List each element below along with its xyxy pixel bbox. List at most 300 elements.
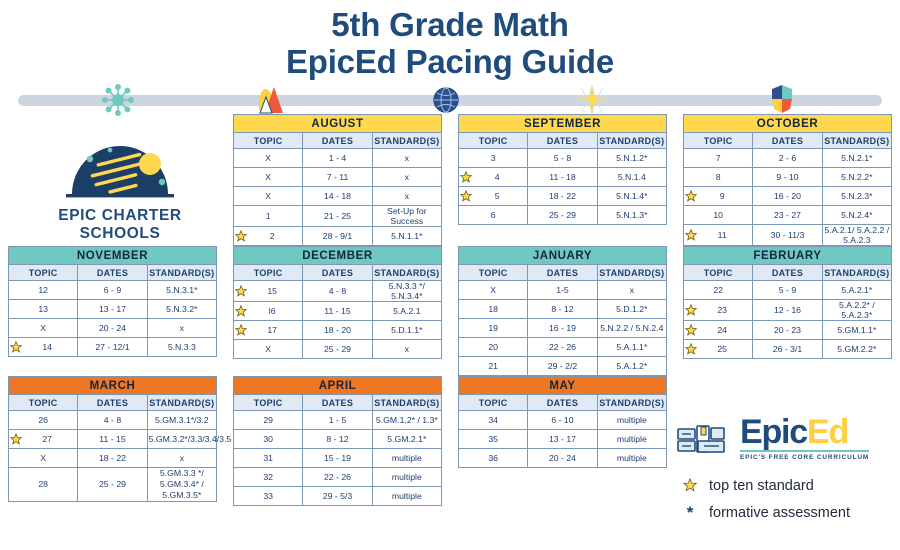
cell-topic (234, 302, 303, 321)
cell-topic (684, 187, 753, 206)
table-row (9, 300, 217, 319)
cell-topic (234, 411, 303, 430)
table-row (234, 149, 442, 168)
month-header-september: SEPTEMBER (459, 115, 667, 133)
table-row (459, 338, 667, 357)
cell-standards: x (372, 340, 441, 359)
month-header-december: DECEMBER (234, 247, 442, 265)
cell-topic (459, 319, 528, 338)
cell-dates: 16 - 20 (753, 187, 822, 206)
star-icon (682, 478, 698, 494)
cell-standards: 5.N.3.3 (147, 338, 216, 357)
cell-standards: multiple (597, 430, 666, 449)
topic-number: 31 (263, 453, 273, 463)
cell-dates: 11 - 15 (303, 302, 372, 321)
table-row (459, 149, 667, 168)
topic-number: X (490, 285, 497, 295)
month-slot-march (0, 376, 232, 506)
top-ten-star-icon (460, 190, 472, 202)
column-header-standards: STANDARD(S) (822, 133, 891, 149)
month-table-december (233, 246, 442, 359)
column-header-topic: TOPIC (684, 133, 753, 149)
cell-topic (234, 281, 303, 302)
cell-topic (459, 168, 528, 187)
topic-number: 4 (494, 172, 500, 182)
table-row (9, 411, 217, 430)
cell-dates: 20 - 24 (528, 449, 597, 468)
topic-number: 3 (490, 153, 496, 163)
cell-topic (234, 430, 303, 449)
epiced-logo (676, 413, 896, 461)
cell-dates: 21 - 25 (303, 206, 372, 227)
cell-topic (684, 321, 753, 340)
cell-topic (234, 149, 303, 168)
cell-standards: 5.A.2.2* / 5.A.2.3* (822, 300, 891, 321)
cell-standards: 5.N.1.3* (597, 206, 666, 225)
table-row (9, 430, 217, 449)
topic-number: 17 (267, 325, 277, 335)
column-header-topic: TOPIC (234, 133, 303, 149)
top-ten-star-icon (685, 229, 697, 241)
cell-standards: multiple (372, 468, 441, 487)
legend (676, 472, 896, 526)
table-row (234, 168, 442, 187)
top-ten-star-icon (685, 324, 697, 336)
cell-dates: 6 - 9 (78, 281, 147, 300)
topic-number: 6 (490, 210, 496, 220)
table-row (234, 321, 442, 340)
cell-topic (459, 430, 528, 449)
topic-number: 34 (488, 415, 498, 425)
atom-icon (96, 83, 140, 117)
column-header-standards: STANDARD(S) (372, 133, 441, 149)
column-header-topic: TOPIC (9, 265, 78, 281)
topic-number: X (265, 153, 272, 163)
cell-standards: 5.D.1.1* (372, 321, 441, 340)
table-row (234, 302, 442, 321)
art-tools-icon (250, 83, 294, 117)
cell-standards: x (372, 168, 441, 187)
cell-standards: 5.GM.1.1* (822, 321, 891, 340)
cell-dates: 6 - 10 (528, 411, 597, 430)
cell-topic (684, 225, 753, 246)
top-ten-star-icon (685, 190, 697, 202)
month-table-february (683, 246, 892, 359)
cell-dates: 11 - 15 (78, 430, 147, 449)
month-table-may (458, 376, 667, 468)
cell-dates: 9 - 10 (753, 168, 822, 187)
cell-dates: 11 - 18 (528, 168, 597, 187)
table-row (234, 187, 442, 206)
month-table-april (233, 376, 442, 506)
table-row (684, 168, 892, 187)
cell-standards: x (372, 149, 441, 168)
cell-dates: 18 - 20 (303, 321, 372, 340)
cell-dates: 18 - 22 (528, 187, 597, 206)
table-row (684, 206, 892, 225)
title-line-1: 5th Grade Math (331, 6, 569, 43)
month-slot-november (0, 246, 225, 376)
topic-number: 26 (38, 415, 48, 425)
cell-topic (684, 300, 753, 321)
month-table-september (458, 114, 667, 225)
cell-dates: 15 - 19 (303, 449, 372, 468)
column-header-standards: STANDARD(S) (372, 265, 441, 281)
legend-item-top-ten (676, 472, 896, 499)
table-row (459, 319, 667, 338)
table-row (9, 449, 217, 468)
month-slot-september (450, 114, 675, 246)
month-table-march (8, 376, 232, 502)
table-row (234, 430, 442, 449)
epiced-branding (676, 413, 896, 526)
table-row (684, 300, 892, 321)
cube-icon (760, 83, 804, 117)
epic-charter-schools-name: EPIC CHARTER SCHOOLS (58, 207, 182, 242)
top-ten-star-icon (235, 230, 247, 242)
table-row (459, 411, 667, 430)
topic-number: 33 (263, 491, 273, 501)
topic-number: 23 (717, 305, 727, 315)
column-header-standards: STANDARD(S) (147, 395, 216, 411)
topic-number: 11 (717, 230, 727, 240)
topic-number: 21 (488, 361, 498, 371)
cell-topic (234, 321, 303, 340)
column-header-dates: DATES (78, 265, 147, 281)
cell-topic (459, 411, 528, 430)
cell-topic (9, 411, 78, 430)
cell-dates: 22 - 26 (528, 338, 597, 357)
column-header-dates: DATES (528, 395, 597, 411)
epiced-tagline: EPIC'S FREE CORE CURRICULUM (740, 454, 870, 461)
cell-topic (9, 281, 78, 300)
cell-topic (234, 468, 303, 487)
legend-item-formative (676, 499, 896, 526)
table-row (684, 281, 892, 300)
table-row (459, 168, 667, 187)
cell-topic (459, 206, 528, 225)
page-title (0, 0, 900, 80)
topic-number: 15 (267, 286, 277, 296)
top-ten-star-icon (235, 305, 247, 317)
top-ten-star-icon (685, 343, 697, 355)
topic-number: X (40, 323, 47, 333)
cell-standards: multiple (372, 487, 441, 506)
table-row (234, 206, 442, 227)
cell-dates: 29 - 5/3 (303, 487, 372, 506)
cell-dates: 5 - 8 (528, 149, 597, 168)
month-table-august (233, 114, 442, 246)
table-row (459, 206, 667, 225)
topic-number: l6 (268, 306, 276, 316)
table-row (684, 321, 892, 340)
star-burst-icon (570, 83, 614, 117)
cell-standards: multiple (597, 411, 666, 430)
cell-dates: 25 - 29 (78, 468, 147, 502)
column-header-dates: DATES (78, 395, 147, 411)
table-row (684, 149, 892, 168)
table-row (234, 449, 442, 468)
legend-label-top-ten: top ten standard (709, 477, 814, 494)
cell-standards: 5.A.2.1* (822, 281, 891, 300)
topic-number: 18 (488, 304, 498, 314)
table-row (9, 319, 217, 338)
cell-topic (684, 149, 753, 168)
cell-topic (234, 227, 303, 246)
cell-dates: 30 - 11/3 (753, 225, 822, 246)
cell-topic (459, 281, 528, 300)
cell-standards: 5.D.1.2* (597, 300, 666, 319)
topic-number: X (40, 453, 47, 463)
topic-number: 22 (713, 285, 723, 295)
table-row (234, 487, 442, 506)
table-row (684, 225, 892, 246)
cell-topic (9, 430, 78, 449)
cell-topic (234, 449, 303, 468)
cell-topic (459, 357, 528, 376)
month-slot-december (225, 246, 450, 376)
topic-number: 30 (263, 434, 273, 444)
column-header-topic: TOPIC (459, 265, 528, 281)
cell-dates: 1-5 (528, 281, 597, 300)
cell-dates: 28 - 9/1 (303, 227, 372, 246)
cell-standards: 5.N.2.4* (822, 206, 891, 225)
cell-standards: 5.GM.3.3 */ 5.GM.3.4* / 5.GM.3.5* (147, 468, 216, 502)
cell-dates: 25 - 29 (528, 206, 597, 225)
cell-dates: 16 - 19 (528, 319, 597, 338)
topic-number: 25 (717, 344, 727, 354)
cell-standards: 5.GM.3.1*/3.2 (147, 411, 216, 430)
cell-dates: 13 - 17 (528, 430, 597, 449)
topic-number: 19 (488, 323, 498, 333)
top-ten-star-icon (685, 304, 697, 316)
cell-standards: 5.GM.1.2* / 1.3* (372, 411, 441, 430)
column-header-dates: DATES (303, 395, 372, 411)
table-row (459, 300, 667, 319)
column-header-standards: STANDARD(S) (822, 265, 891, 281)
cell-topic (459, 187, 528, 206)
decorative-timeline (0, 83, 900, 117)
column-header-dates: DATES (303, 133, 372, 149)
topic-number: 20 (488, 342, 498, 352)
cell-standards: 5.A.2.1/ 5.A.2.2 / 5.A.2.3 (822, 225, 891, 246)
cell-dates: 8 - 12 (303, 430, 372, 449)
month-table-october (683, 114, 892, 246)
epiced-epic-text: Epic (740, 413, 808, 451)
cell-dates: 4 - 8 (78, 411, 147, 430)
asterisk-icon: * (686, 502, 694, 522)
books-icon (676, 423, 736, 461)
cell-topic (459, 300, 528, 319)
top-ten-star-icon (235, 285, 247, 297)
topic-number: X (265, 344, 272, 354)
month-header-february: FEBRUARY (684, 247, 892, 265)
cell-standards: 5.GM.2.2* (822, 340, 891, 359)
cell-dates: 26 - 3/1 (753, 340, 822, 359)
cell-standards: 5.N.2.3* (822, 187, 891, 206)
month-header-may: MAY (459, 377, 667, 395)
cell-topic (459, 449, 528, 468)
epiced-wordmark (740, 413, 869, 451)
cell-dates: 29 - 2/2 (528, 357, 597, 376)
cell-dates: 4 - 8 (303, 281, 372, 302)
grid-row-2 (0, 246, 900, 376)
table-row (9, 468, 217, 502)
column-header-topic: TOPIC (684, 265, 753, 281)
month-slot-may (450, 376, 675, 506)
top-ten-star-icon (460, 171, 472, 183)
month-header-january: JANUARY (459, 247, 667, 265)
topic-number: 8 (715, 172, 721, 182)
table-row (684, 340, 892, 359)
table-row (234, 468, 442, 487)
column-header-dates: DATES (528, 265, 597, 281)
column-header-dates: DATES (753, 133, 822, 149)
title-line-2: EpicEd Pacing Guide (285, 43, 615, 80)
cell-topic (9, 468, 78, 502)
month-header-october: OCTOBER (684, 115, 892, 133)
topic-number: 13 (38, 304, 48, 314)
cell-dates: 5 - 9 (753, 281, 822, 300)
cell-standards: 5.A.1.1* (597, 338, 666, 357)
cell-topic (459, 149, 528, 168)
top-ten-star-icon (10, 433, 22, 445)
logo-slot (0, 114, 225, 246)
cell-dates: 20 - 24 (78, 319, 147, 338)
topic-number: X (265, 191, 272, 201)
table-row (234, 411, 442, 430)
cell-dates: 12 - 16 (753, 300, 822, 321)
cell-standards: x (597, 281, 666, 300)
table-row (459, 357, 667, 376)
cell-standards: Set-Up for Success (372, 206, 441, 227)
column-header-standards: STANDARD(S) (597, 133, 666, 149)
month-header-august: AUGUST (234, 115, 442, 133)
cell-dates: 7 - 11 (303, 168, 372, 187)
table-row (459, 187, 667, 206)
month-header-march: MARCH (9, 377, 217, 395)
cell-standards: 5.A.1.2* (597, 357, 666, 376)
cell-topic (684, 281, 753, 300)
month-header-november: NOVEMBER (9, 247, 217, 265)
column-header-topic: TOPIC (234, 395, 303, 411)
topic-number: 2 (269, 231, 275, 241)
cell-topic (9, 338, 78, 357)
column-header-topic: TOPIC (9, 395, 78, 411)
cell-standards: 5.N.1.2* (597, 149, 666, 168)
cell-topic (684, 206, 753, 225)
globe-icon (424, 83, 468, 117)
cell-topic (9, 319, 78, 338)
cell-standards: multiple (597, 449, 666, 468)
column-header-topic: TOPIC (459, 395, 528, 411)
topic-number: X (265, 172, 272, 182)
cell-dates: 2 - 6 (753, 149, 822, 168)
month-slot-february (675, 246, 900, 376)
cell-dates: 1 - 5 (303, 411, 372, 430)
topic-number: 28 (38, 479, 48, 489)
column-header-topic: TOPIC (234, 265, 303, 281)
cell-topic (234, 168, 303, 187)
cell-dates: 18 - 22 (78, 449, 147, 468)
column-header-topic: TOPIC (459, 133, 528, 149)
topic-number: 5 (494, 191, 500, 201)
column-header-dates: DATES (528, 133, 597, 149)
cell-dates: 20 - 23 (753, 321, 822, 340)
cell-topic (234, 487, 303, 506)
topic-number: 36 (488, 453, 498, 463)
cell-standards: 5.N.3.1* (147, 281, 216, 300)
cell-topic (234, 206, 303, 227)
column-header-dates: DATES (303, 265, 372, 281)
cell-dates: 22 - 26 (303, 468, 372, 487)
cell-topic (684, 340, 753, 359)
cell-dates: 14 - 18 (303, 187, 372, 206)
legend-label-formative: formative assessment (709, 504, 851, 521)
cell-standards: 5.N.1.1* (372, 227, 441, 246)
cell-topic (234, 187, 303, 206)
epiced-ed-text: Ed (807, 413, 849, 451)
topic-number: 10 (713, 210, 723, 220)
cell-standards: 5.N.2.1* (822, 149, 891, 168)
top-ten-star-icon (10, 341, 22, 353)
cell-standards: 5.N.2.2 / 5.N.2.4 (597, 319, 666, 338)
cell-standards: 5.N.1.4* (597, 187, 666, 206)
cell-topic (459, 338, 528, 357)
month-table-november (8, 246, 217, 357)
table-row (459, 430, 667, 449)
cell-standards: 5.N.2.2* (822, 168, 891, 187)
cell-standards: x (372, 187, 441, 206)
column-header-standards: STANDARD(S) (147, 265, 216, 281)
table-row (9, 338, 217, 357)
topic-number: 12 (38, 285, 48, 295)
cell-dates: 27 - 12/1 (78, 338, 147, 357)
table-row (9, 281, 217, 300)
cell-standards: 5.A.2.1 (372, 302, 441, 321)
column-header-standards: STANDARD(S) (372, 395, 441, 411)
table-row (684, 187, 892, 206)
cell-topic (9, 300, 78, 319)
column-header-dates: DATES (753, 265, 822, 281)
cell-standards: 5.GM.3.2*/3.3/3.4/3.5 (147, 430, 216, 449)
month-slot-october (675, 114, 900, 246)
cell-standards: 5.N.3.3 */ 5.N.3.4* (372, 281, 441, 302)
month-slot-january (450, 246, 675, 376)
topic-number: 7 (715, 153, 721, 163)
column-header-standards: STANDARD(S) (597, 395, 666, 411)
cell-standards: multiple (372, 449, 441, 468)
month-slot-august (225, 114, 450, 246)
grid-row-1 (0, 114, 900, 246)
month-slot-april (225, 376, 450, 506)
cell-standards: 5.GM.2.1* (372, 430, 441, 449)
column-header-standards: STANDARD(S) (597, 265, 666, 281)
topic-number: 14 (42, 342, 52, 352)
table-row (234, 227, 442, 246)
cell-dates: 25 - 29 (303, 340, 372, 359)
table-row (459, 281, 667, 300)
table-row (234, 340, 442, 359)
cell-dates: 8 - 12 (528, 300, 597, 319)
cell-topic (234, 340, 303, 359)
cell-standards: 5.N.3.2* (147, 300, 216, 319)
topic-number: 24 (717, 325, 727, 335)
topic-number: 35 (488, 434, 498, 444)
cell-standards: x (147, 319, 216, 338)
topic-number: 29 (263, 415, 273, 425)
table-row (234, 281, 442, 302)
